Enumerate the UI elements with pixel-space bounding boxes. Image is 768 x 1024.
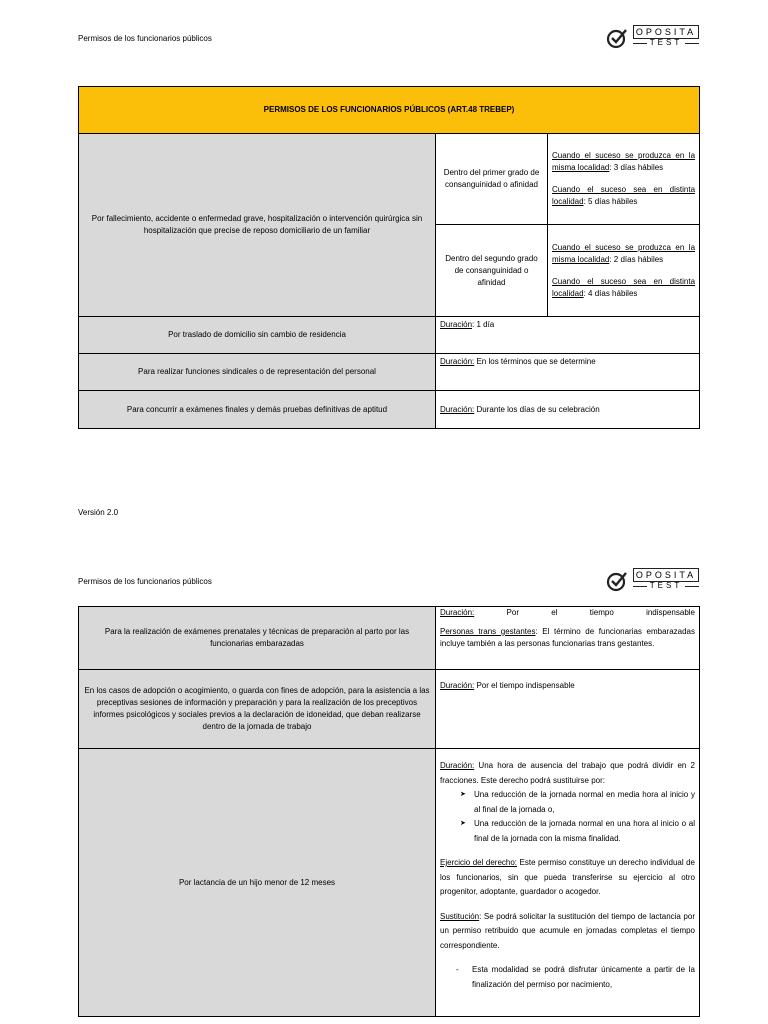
primer-grado-detail: [548, 134, 700, 225]
examenes-duration: [436, 391, 700, 429]
prenatales-detail: [436, 607, 700, 670]
trans-gestantes-value: : El término de funcionarias embarazadas incluye también a las personas funcionarias trans gestantes.: [440, 627, 696, 648]
logo-text-top: OPOSITA: [633, 568, 699, 582]
list-item: ➤ Una reducción de la jornada normal en una hora al inicio o al final de la jornada con la misma finalidad.: [460, 817, 695, 846]
list-item: - Esta modalidad se podrá disfrutar únicamente a partir de la finalización del permiso por nacimiento,: [456, 963, 695, 992]
row-label-fallecimiento: Por fallecimiento, accidente o enfermedad grave, hospitalización o intervención quirúrgica sin hospitalización que precise de reposo domiciliario de un familiar: [79, 134, 436, 317]
misma-localidad-term: Cuando el suceso se produzca en la misma localidad: [552, 151, 696, 172]
row-label-sindicales: Para realizar funciones sindicales o de representación del personal: [79, 354, 436, 391]
sustitucion-list: [440, 963, 695, 992]
duration-value: : 1 día: [472, 320, 495, 329]
version-label: Versión 2.0: [78, 508, 119, 517]
duration-label: Duración: [440, 320, 473, 329]
opositatest-logo: [606, 568, 698, 594]
page-header-title: Permisos de los funcionarios públicos: [78, 577, 212, 586]
lactancia-options-list: [440, 788, 695, 846]
logo-text-top: OPOSITA: [633, 25, 699, 39]
logo-text-bottom: TEST: [633, 581, 699, 591]
segundo-grado-detail: [548, 225, 700, 317]
list-item: ➤ Una reducción de la jornada normal en media hora al inicio y al final de la jornada o,: [460, 788, 695, 817]
row-label-traslado: Por traslado de domicilio sin cambio de residencia: [79, 317, 436, 354]
permisos-table-1: [78, 86, 700, 429]
primer-grado-label: Dentro del primer grado de consanguinidad o afinidad: [436, 134, 548, 225]
trans-gestantes-term: Personas trans gestantes: [440, 627, 536, 636]
row-label-lactancia: Por lactancia de un hijo menor de 12 meses: [79, 749, 436, 1017]
misma-localidad-value: : 3 días hábiles: [609, 163, 664, 172]
segundo-grado-label: Dentro del segundo grado de consanguinidad o afinidad: [436, 225, 548, 317]
ejercicio-term: Ejercicio del derecho:: [440, 858, 518, 867]
duration-label: Duración:: [440, 357, 475, 366]
row-label-examenes: Para concurrir a exámenes finales y demás pruebas definitivas de aptitud: [79, 391, 436, 429]
duration-label: Duración:: [440, 761, 475, 770]
sustitucion-value: : Se podrá solicitar la sustitución del tiempo de lactancia por un permiso retribuido que acumule en jornadas completas el tiempo correspondiente.: [440, 911, 695, 950]
row-label-adopcion: En los casos de adopción o acogimiento, o guarda con fines de adopción, para la asistencia a las preceptivas sesiones de información y preparación y para la realización de los preceptivos informes psicológicos y sociales previos a la declaración de idoneidad, que deban realizarse dentro de la jornada de trabajo: [79, 670, 436, 749]
duration-value: Por el tiempo indispensable: [474, 681, 575, 690]
sindicales-duration: [436, 354, 700, 391]
duration-value: Durante los días de su celebración: [474, 404, 600, 414]
permisos-table-2: [78, 606, 700, 1017]
duration-value: En los términos que se determine: [474, 357, 596, 366]
traslado-duration: [436, 317, 700, 354]
ejercicio-value: Este permiso constituye un derecho individual de los funcionarios, sin que pueda transferirse su ejercicio al otro progenitor, adoptante, guardador o acogedor.: [440, 858, 696, 896]
duration-label: Duración:: [440, 681, 475, 690]
adopcion-detail: [436, 670, 700, 749]
distinta-localidad-value: : 4 días hábiles: [583, 288, 638, 298]
table-title: PERMISOS DE LOS FUNCIONARIOS PÚBLICOS (ART.48 TREBEP): [79, 87, 700, 134]
duration-label: Duración:: [440, 608, 475, 617]
page-header-title: Permisos de los funcionarios públicos: [78, 34, 212, 43]
distinta-localidad-value: : 5 días hábiles: [583, 197, 638, 206]
distinta-localidad-term: Cuando el suceso sea en distinta localidad: [552, 185, 696, 206]
check-circle-icon: [606, 27, 628, 49]
duration-value: Por el tiempo indispensable: [474, 608, 695, 617]
misma-localidad-value: : 2 días hábiles: [609, 254, 664, 264]
check-circle-icon: [606, 570, 628, 592]
logo-text-bottom: TEST: [633, 38, 699, 48]
row-label-prenatales: Para la realización de exámenes prenatales y técnicas de preparación al parto por las funcionarias embarazadas: [79, 607, 436, 670]
opositatest-logo: [606, 25, 698, 51]
distinta-localidad-term: Cuando el suceso sea en distinta localidad: [552, 276, 696, 298]
duration-value: Una hora de ausencia del trabajo que podrá dividir en 2 fracciones. Este derecho podrá sustituirse por:: [440, 761, 695, 785]
lactancia-detail: [436, 749, 700, 1017]
misma-localidad-term: Cuando el suceso se produzca en la misma localidad: [552, 242, 696, 264]
duration-label: Duración:: [440, 404, 475, 414]
sustitucion-term: Sustitución: [440, 911, 480, 921]
